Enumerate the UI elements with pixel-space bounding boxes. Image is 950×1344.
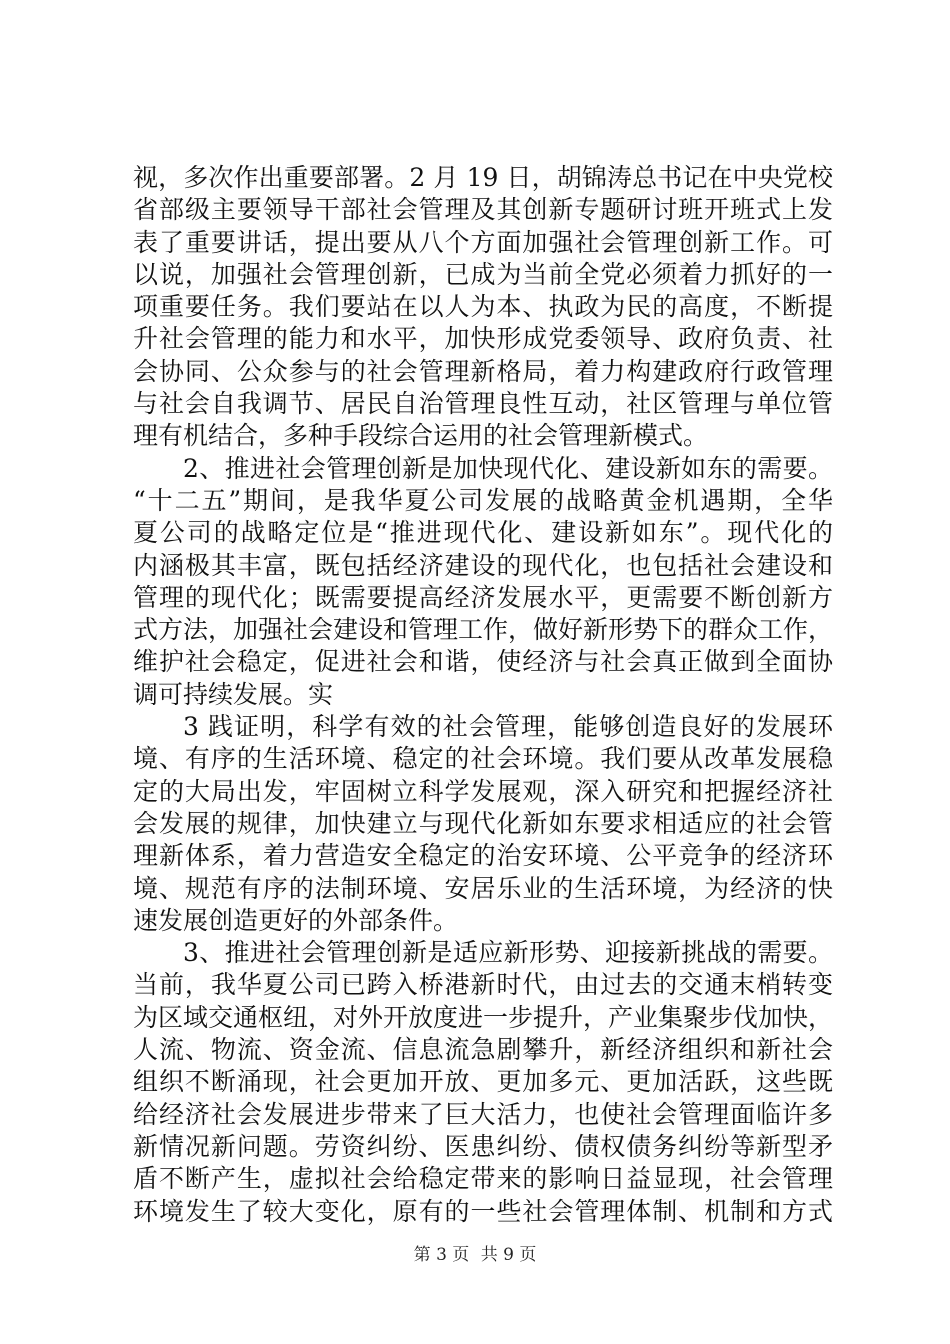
page-number-total: 共 9 页 xyxy=(480,1245,537,1265)
text-line: 维护社会稳定，促进社会和谐，使经济与社会真正做到全面协 xyxy=(133,647,833,677)
text-line: 会协同、公众参与的社会管理新格局，着力构建政府行政管理 xyxy=(133,356,833,386)
text-line: 人流、物流、资金流、信息流急剧攀升，新经济组织和新社会 xyxy=(133,1035,833,1065)
text-line: 给经济社会发展进步带来了巨大活力，也使社会管理面临许多 xyxy=(133,1099,833,1129)
text-line: 3、推进社会管理创新是适应新形势、迎接新挑战的需要。 xyxy=(183,938,833,968)
text-line: 3 践证明，科学有效的社会管理，能够创造良好的发展环 xyxy=(183,712,833,742)
text-line: 环境发生了较大变化，原有的一些社会管理体制、机制和方式 xyxy=(133,1196,833,1226)
text-line: 式方法，加强社会建设和管理工作，做好新形势下的群众工作， xyxy=(133,615,834,645)
text-line: 速发展创造更好的外部条件。 xyxy=(133,905,459,935)
text-line: 省部级主要领导干部社会管理及其创新专题研讨班开班式上发 xyxy=(133,195,833,225)
text-line: 调可持续发展。实 xyxy=(133,679,334,709)
text-line: 新情况新问题。劳资纠纷、医患纠纷、债权债务纠纷等新型矛 xyxy=(133,1131,833,1161)
document-body xyxy=(133,162,833,1228)
text-line: 升社会管理的能力和水平，加快形成党委领导、政府负责、社 xyxy=(133,324,833,354)
text-line: 管理的现代化；既需要提高经济发展水平，更需要不断创新方 xyxy=(133,582,833,612)
text-line: “十二五”期间，是我华夏公司发展的战略黄金机遇期，全华 xyxy=(133,485,833,515)
text-line: 理有机结合，多种手段综合运用的社会管理新模式。 xyxy=(133,421,709,451)
text-line: 2、推进社会管理创新是加快现代化、建设新如东的需要。 xyxy=(183,453,833,483)
text-line: 定的大局出发，牢固树立科学发展观，深入研究和把握经济社 xyxy=(133,776,833,806)
text-line: 为区域交通枢纽，对外开放度进一步提升，产业集聚步伐加快， xyxy=(133,1002,834,1032)
text-line: 视，多次作出重要部署。2 月 19 日，胡锦涛总书记在中央党校 xyxy=(133,163,833,192)
page-number-current: 第 3 页 xyxy=(413,1245,470,1265)
text-line: 组织不断涌现，社会更加开放、更加多元、更加活跃，这些既 xyxy=(133,1067,833,1097)
text-line: 以说，加强社会管理创新，已成为当前全党必须着力抓好的一 xyxy=(133,259,833,289)
text-line: 与社会自我调节、居民自治管理良性互动，社区管理与单位管 xyxy=(133,389,833,419)
text-line: 夏公司的战略定位是“推进现代化、建设新如东”。现代化的 xyxy=(133,518,833,548)
text-line: 当前，我华夏公司已跨入桥港新时代，由过去的交通末梢转变 xyxy=(133,970,833,1000)
text-line: 项重要任务。我们要站在以人为本、执政为民的高度，不断提 xyxy=(133,292,833,322)
text-line: 内涵极其丰富，既包括经济建设的现代化，也包括社会建设和 xyxy=(133,550,833,580)
text-line: 理新体系，着力营造安全稳定的治安环境、公平竞争的经济环 xyxy=(133,841,833,871)
text-line: 会发展的规律，加快建立与现代化新如东要求相适应的社会管 xyxy=(133,808,833,838)
text-line: 境、规范有序的法制环境、安居乐业的生活环境，为经济的快 xyxy=(133,873,833,903)
text-line: 盾不断产生，虚拟社会给稳定带来的影响日益显现，社会管理 xyxy=(133,1164,833,1194)
text-line: 表了重要讲话，提出要从八个方面加强社会管理创新工作。可 xyxy=(133,227,833,257)
page-footer xyxy=(0,1244,950,1266)
text-line: 境、有序的生活环境、稳定的社会环境。我们要从改革发展稳 xyxy=(133,744,833,774)
